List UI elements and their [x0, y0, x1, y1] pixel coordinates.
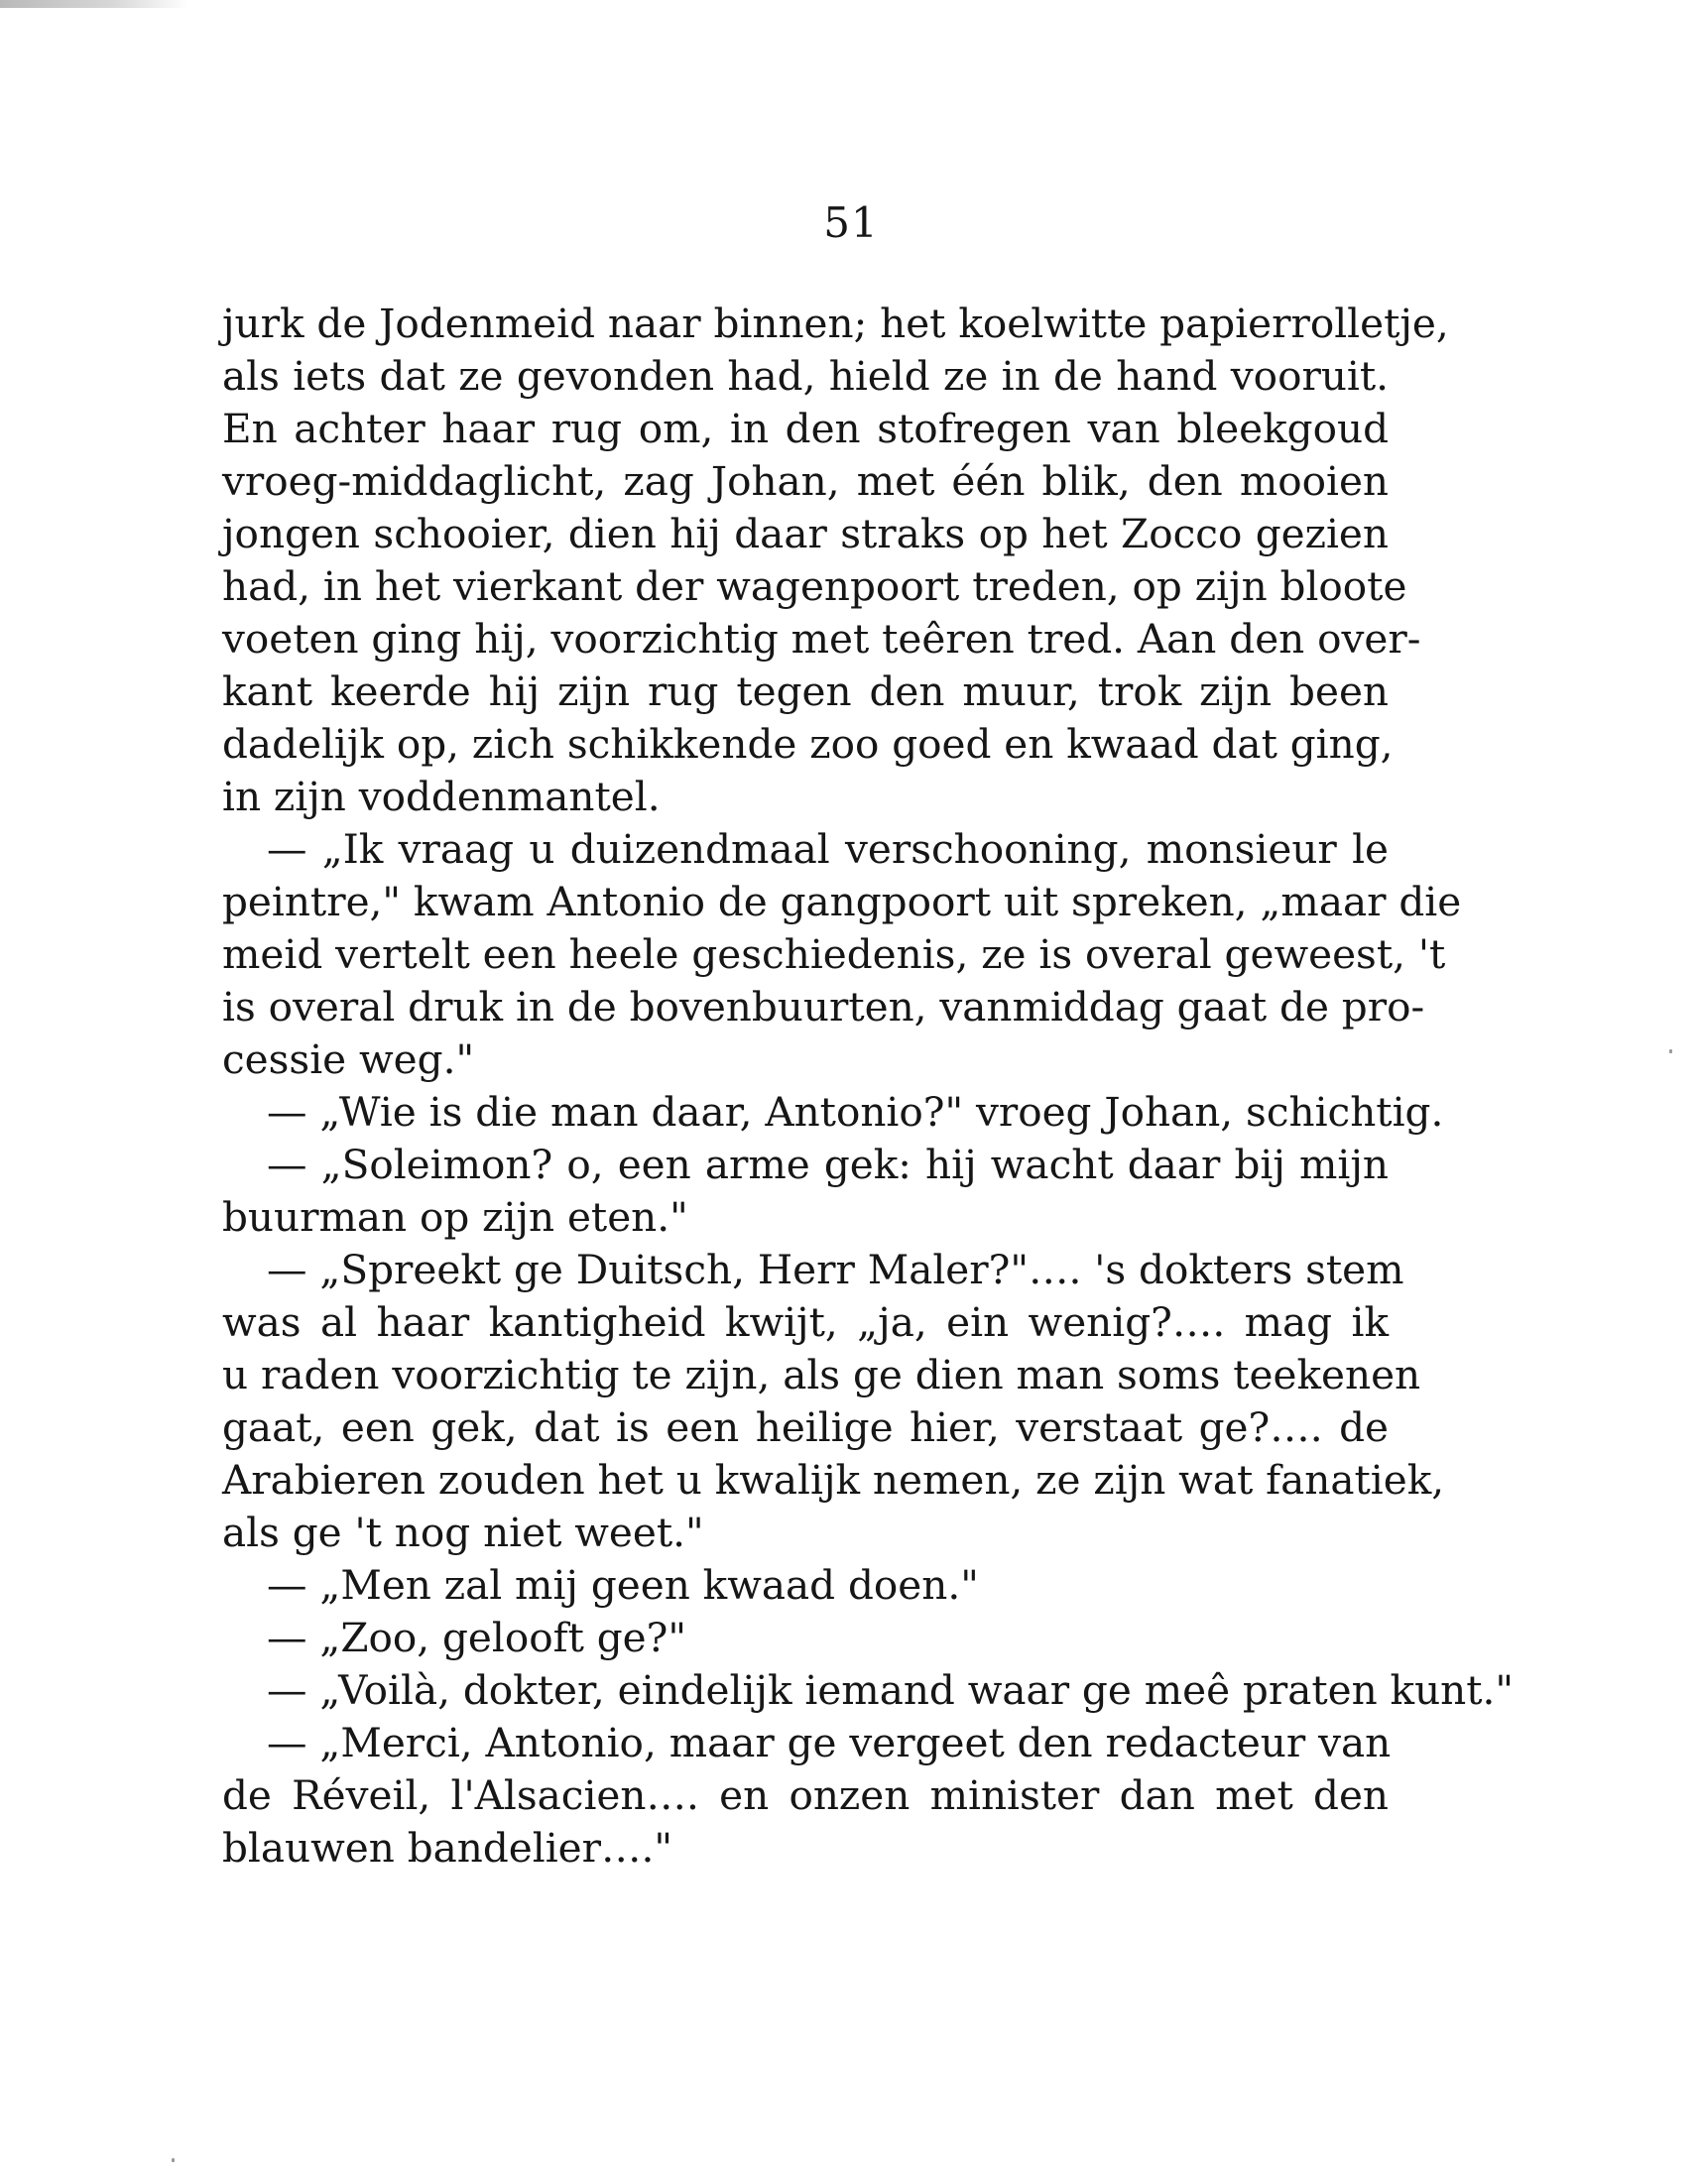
- text-line: dadelijk op, zich schikkende zoo goed en kwaad dat ging,: [222, 720, 1394, 768]
- text-line: — „Voilà, dokter, eindelijk iemand waar ge meê praten kunt.": [267, 1666, 1515, 1714]
- text-line: was al haar kantigheid kwijt, „ja, ein wenig?…. mag ik: [222, 1298, 1389, 1346]
- text-line: de Réveil, l'Alsacien…. en onzen minister dan met den: [222, 1771, 1389, 1819]
- text-line: vroeg-middaglicht, zag Johan, met één blik, den mooien: [222, 457, 1389, 505]
- text-line: jurk de Jodenmeid naar binnen; het koelwitte papierrolletje,: [222, 300, 1449, 347]
- text-line: — „Zoo, gelooft ge?": [267, 1614, 686, 1661]
- text-line: — „Merci, Antonio, maar ge vergeet den redacteur van: [267, 1719, 1392, 1766]
- text-line: — „Ik vraag u duizendmaal verschooning, monsieur le: [267, 825, 1389, 873]
- text-line: had, in het vierkant der wagenpoort treden, op zijn bloote: [222, 562, 1407, 610]
- text-line: blauwen bandelier….": [222, 1824, 672, 1872]
- text-line: cessie weg.": [222, 1035, 475, 1083]
- scan-speck: [1669, 1049, 1672, 1053]
- page-number: 51: [823, 198, 879, 247]
- text-line: — „Soleimon? o, een arme gek: hij wacht daar bij mijn: [267, 1141, 1389, 1188]
- text-line: En achter haar rug om, in den stofregen van bleekgoud: [222, 405, 1389, 452]
- text-line: jongen schooier, dien hij daar straks op het Zocco gezien: [222, 510, 1389, 557]
- text-line: — „Men zal mij geen kwaad doen.": [267, 1561, 979, 1609]
- text-line: Arabieren zouden het u kwalijk nemen, ze zijn wat fanatiek,: [222, 1456, 1445, 1504]
- text-line: is overal druk in de bovenbuurten, vanmiddag gaat de pro-: [222, 983, 1425, 1031]
- text-line: als ge 't nog niet weet.": [222, 1509, 704, 1556]
- text-line: kant keerde hij zijn rug tegen den muur, trok zijn been: [222, 667, 1389, 715]
- scan-speck: [172, 2158, 175, 2162]
- body-text: [222, 298, 1515, 1875]
- text-line: peintre," kwam Antonio de gangpoort uit spreken, „maar die: [222, 878, 1462, 925]
- text-line: in zijn voddenmantel.: [222, 773, 661, 820]
- text-line: als iets dat ze gevonden had, hield ze in de hand vooruit.: [222, 352, 1389, 400]
- text-line: buurman op zijn eten.": [222, 1193, 688, 1241]
- text-line: — „Wie is die man daar, Antonio?" vroeg Johan, schichtig.: [267, 1088, 1444, 1136]
- text-line: voeten ging hij, voorzichtig met teêren tred. Aan den over-: [222, 615, 1421, 663]
- text-line: meid vertelt een heele geschiedenis, ze is overal geweest, 't: [222, 930, 1446, 978]
- scan-edge-mark: [0, 0, 188, 8]
- text-line: u raden voorzichtig te zijn, als ge dien man soms teekenen: [222, 1351, 1421, 1398]
- text-line: gaat, een gek, dat is een heilige hier, verstaat ge?…. de: [222, 1403, 1389, 1451]
- text-line: — „Spreekt ge Duitsch, Herr Maler?"…. 's dokters stem: [267, 1246, 1404, 1293]
